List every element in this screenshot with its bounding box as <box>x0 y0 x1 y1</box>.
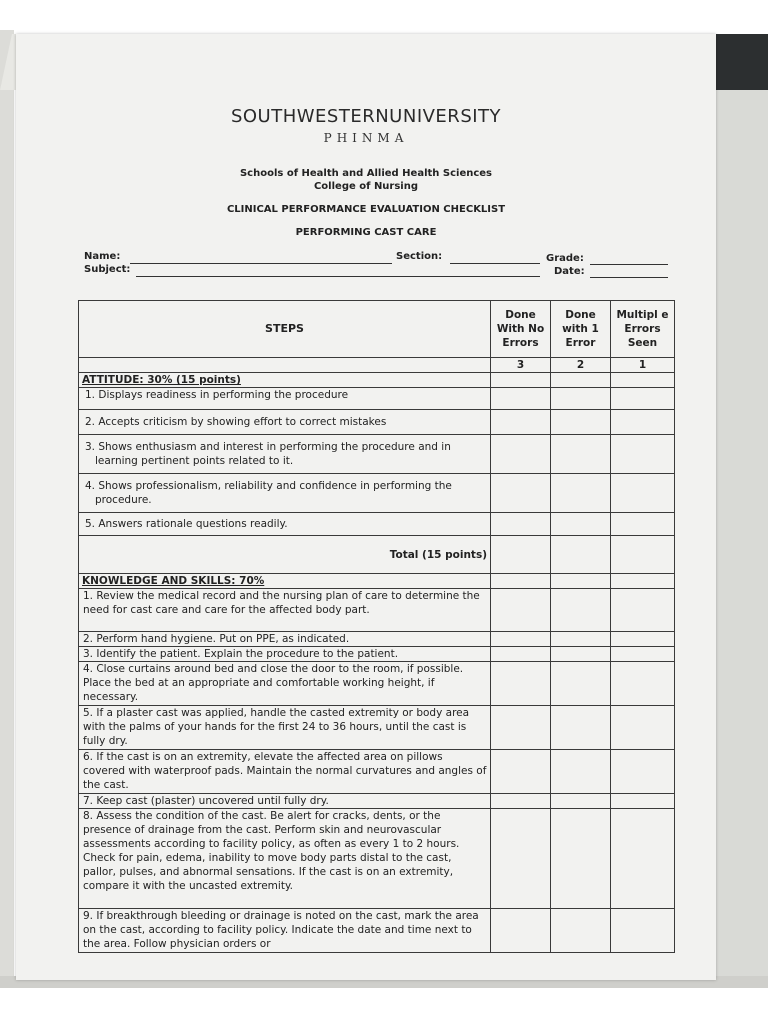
rating-cell[interactable] <box>611 662 675 706</box>
score-2: 2 <box>551 358 611 373</box>
rating-cell[interactable] <box>551 794 611 809</box>
attitude-section-title: ATTITUDE: 30% (15 points) <box>79 373 491 388</box>
knowledge-step: 6. If the cast is on an extremity, elevate the affected area on pillows covered with waterproof pads. Maintain the normal curvatures and angles of the cast. <box>79 750 491 794</box>
rating-cell[interactable] <box>551 750 611 794</box>
rating-cell[interactable] <box>491 809 551 909</box>
attitude-step: 1. Displays readiness in performing the procedure <box>79 388 491 410</box>
rating-cell[interactable] <box>611 474 675 513</box>
rating-cell[interactable] <box>551 909 611 953</box>
rating-cell[interactable] <box>611 388 675 410</box>
attitude-step: 2. Accepts criticism by showing effort to correct mistakes <box>79 410 491 435</box>
attitude-row <box>79 435 675 474</box>
checklist-title: CLINICAL PERFORMANCE EVALUATION CHECKLIST <box>226 204 506 215</box>
grade-line[interactable] <box>590 264 668 265</box>
rating-cell[interactable] <box>611 794 675 809</box>
rating-cell[interactable] <box>491 794 551 809</box>
rating-cell[interactable] <box>611 513 675 536</box>
rating-cell[interactable] <box>551 474 611 513</box>
rating-cell[interactable] <box>611 647 675 662</box>
rating-cell[interactable] <box>551 662 611 706</box>
date-line[interactable] <box>590 277 668 278</box>
university-name: SOUTHWESTERNUNIVERSITY <box>230 106 502 127</box>
score-blank <box>79 358 491 373</box>
knowledge-step: 3. Identify the patient. Explain the procedure to the patient. <box>79 647 491 662</box>
knowledge-row <box>79 706 675 750</box>
schools-heading: Schools of Health and Allied Health Sciences <box>239 168 493 179</box>
rating-cell[interactable] <box>551 435 611 474</box>
subject-label: Subject: <box>84 264 131 275</box>
rating-cell[interactable] <box>611 706 675 750</box>
university-subtitle: PHINMA <box>323 131 409 145</box>
knowledge-row <box>79 809 675 909</box>
college-heading: College of Nursing <box>313 181 419 192</box>
knowledge-row <box>79 632 675 647</box>
attitude-row <box>79 388 675 410</box>
attitude-total-row <box>79 536 675 574</box>
rating-cell[interactable] <box>491 474 551 513</box>
knowledge-step: 8. Assess the condition of the cast. Be alert for cracks, dents, or the presence of drainage from the cast. Perform skin and neurovascular assessments according to facility policy, as often as every 1 to 2 hours. Check for pain, edema, inability to move body parts distal to the cast, pallor, pulses, and abnormal sensations. If the cast is on an extremity, compare it with the uncasted extremity. <box>79 809 491 909</box>
attitude-total-label: Total (15 points) <box>79 536 491 574</box>
rating-cell[interactable] <box>611 809 675 909</box>
attitude-step: 5. Answers rationale questions readily. <box>79 513 491 536</box>
rating-cell[interactable] <box>551 589 611 632</box>
knowledge-section-row <box>79 574 675 589</box>
rating-cell[interactable] <box>551 410 611 435</box>
date-label: Date: <box>554 266 585 277</box>
knowledge-step: 5. If a plaster cast was applied, handle the casted extremity or body area with the palms of your hands for the first 24 to 36 hours, until the cast is fully dry. <box>79 706 491 750</box>
name-label: Name: <box>84 251 121 262</box>
rating-cell[interactable] <box>491 706 551 750</box>
rating-cell[interactable] <box>611 435 675 474</box>
name-line[interactable] <box>130 263 392 264</box>
knowledge-row <box>79 909 675 953</box>
attitude-step: 4. Shows professionalism, reliability and confidence in performing the procedure. <box>79 474 491 513</box>
rating-cell[interactable] <box>611 750 675 794</box>
evaluation-table <box>78 300 675 953</box>
rating-cell[interactable] <box>491 909 551 953</box>
rating-cell[interactable] <box>551 632 611 647</box>
column-header-multiple-errors: Multipl e Errors Seen <box>611 301 675 358</box>
background-top <box>0 0 768 34</box>
score-row <box>79 358 675 373</box>
score-3: 3 <box>491 358 551 373</box>
background-right-edge <box>712 34 768 994</box>
checklist-paper <box>16 34 716 980</box>
rating-cell[interactable] <box>491 388 551 410</box>
rating-cell[interactable] <box>491 513 551 536</box>
knowledge-row <box>79 750 675 794</box>
attitude-row <box>79 474 675 513</box>
knowledge-row <box>79 589 675 632</box>
knowledge-step: 1. Review the medical record and the nursing plan of care to determine the need for cast care and care for the affected body part. <box>79 589 491 632</box>
background-left-edge <box>0 30 14 990</box>
rating-cell[interactable] <box>491 410 551 435</box>
rating-cell[interactable] <box>551 706 611 750</box>
rating-cell[interactable] <box>611 632 675 647</box>
rating-cell[interactable] <box>551 647 611 662</box>
rating-cell[interactable] <box>611 909 675 953</box>
rating-cell[interactable] <box>491 589 551 632</box>
rating-cell[interactable] <box>491 435 551 474</box>
subject-line[interactable] <box>136 276 540 277</box>
knowledge-row <box>79 647 675 662</box>
rating-cell[interactable] <box>491 662 551 706</box>
attitude-row <box>79 513 675 536</box>
column-header-no-errors: Done With No Errors <box>491 301 551 358</box>
knowledge-section-title: KNOWLEDGE AND SKILLS: 70% <box>79 574 491 589</box>
knowledge-step: 9. If breakthrough bleeding or drainage is noted on the cast, mark the area on the cast, according to facility policy. Indicate the date and time next to the area. Follow physician orders or <box>79 909 491 953</box>
total-cell[interactable] <box>611 536 675 574</box>
rating-cell[interactable] <box>551 388 611 410</box>
knowledge-row <box>79 794 675 809</box>
knowledge-step: 2. Perform hand hygiene. Put on PPE, as indicated. <box>79 632 491 647</box>
procedure-title: PERFORMING CAST CARE <box>295 227 437 238</box>
rating-cell[interactable] <box>551 809 611 909</box>
knowledge-step: 4. Close curtains around bed and close the door to the room, if possible. Place the bed at an appropriate and comfortable working height, if necessary. <box>79 662 491 706</box>
column-header-one-error: Done with 1 Error <box>551 301 611 358</box>
steps-header: STEPS <box>79 301 491 358</box>
rating-cell[interactable] <box>491 750 551 794</box>
grade-label: Grade: <box>546 253 584 264</box>
background-bottom <box>0 988 768 1024</box>
score-1: 1 <box>611 358 675 373</box>
attitude-section-row <box>79 373 675 388</box>
knowledge-step: 7. Keep cast (plaster) uncovered until fully dry. <box>79 794 491 809</box>
rating-cell[interactable] <box>491 632 551 647</box>
total-cell[interactable] <box>551 536 611 574</box>
knowledge-row <box>79 662 675 706</box>
rating-cell[interactable] <box>551 513 611 536</box>
section-line[interactable] <box>450 263 540 264</box>
rating-cell[interactable] <box>611 410 675 435</box>
attitude-row <box>79 410 675 435</box>
background-dark-corner <box>712 34 768 90</box>
section-label: Section: <box>396 251 443 262</box>
header-row <box>79 301 675 358</box>
total-cell[interactable] <box>491 536 551 574</box>
rating-cell[interactable] <box>491 647 551 662</box>
rating-cell[interactable] <box>611 589 675 632</box>
attitude-step: 3. Shows enthusiasm and interest in performing the procedure and in learning pertinent points related to it. <box>79 435 491 474</box>
